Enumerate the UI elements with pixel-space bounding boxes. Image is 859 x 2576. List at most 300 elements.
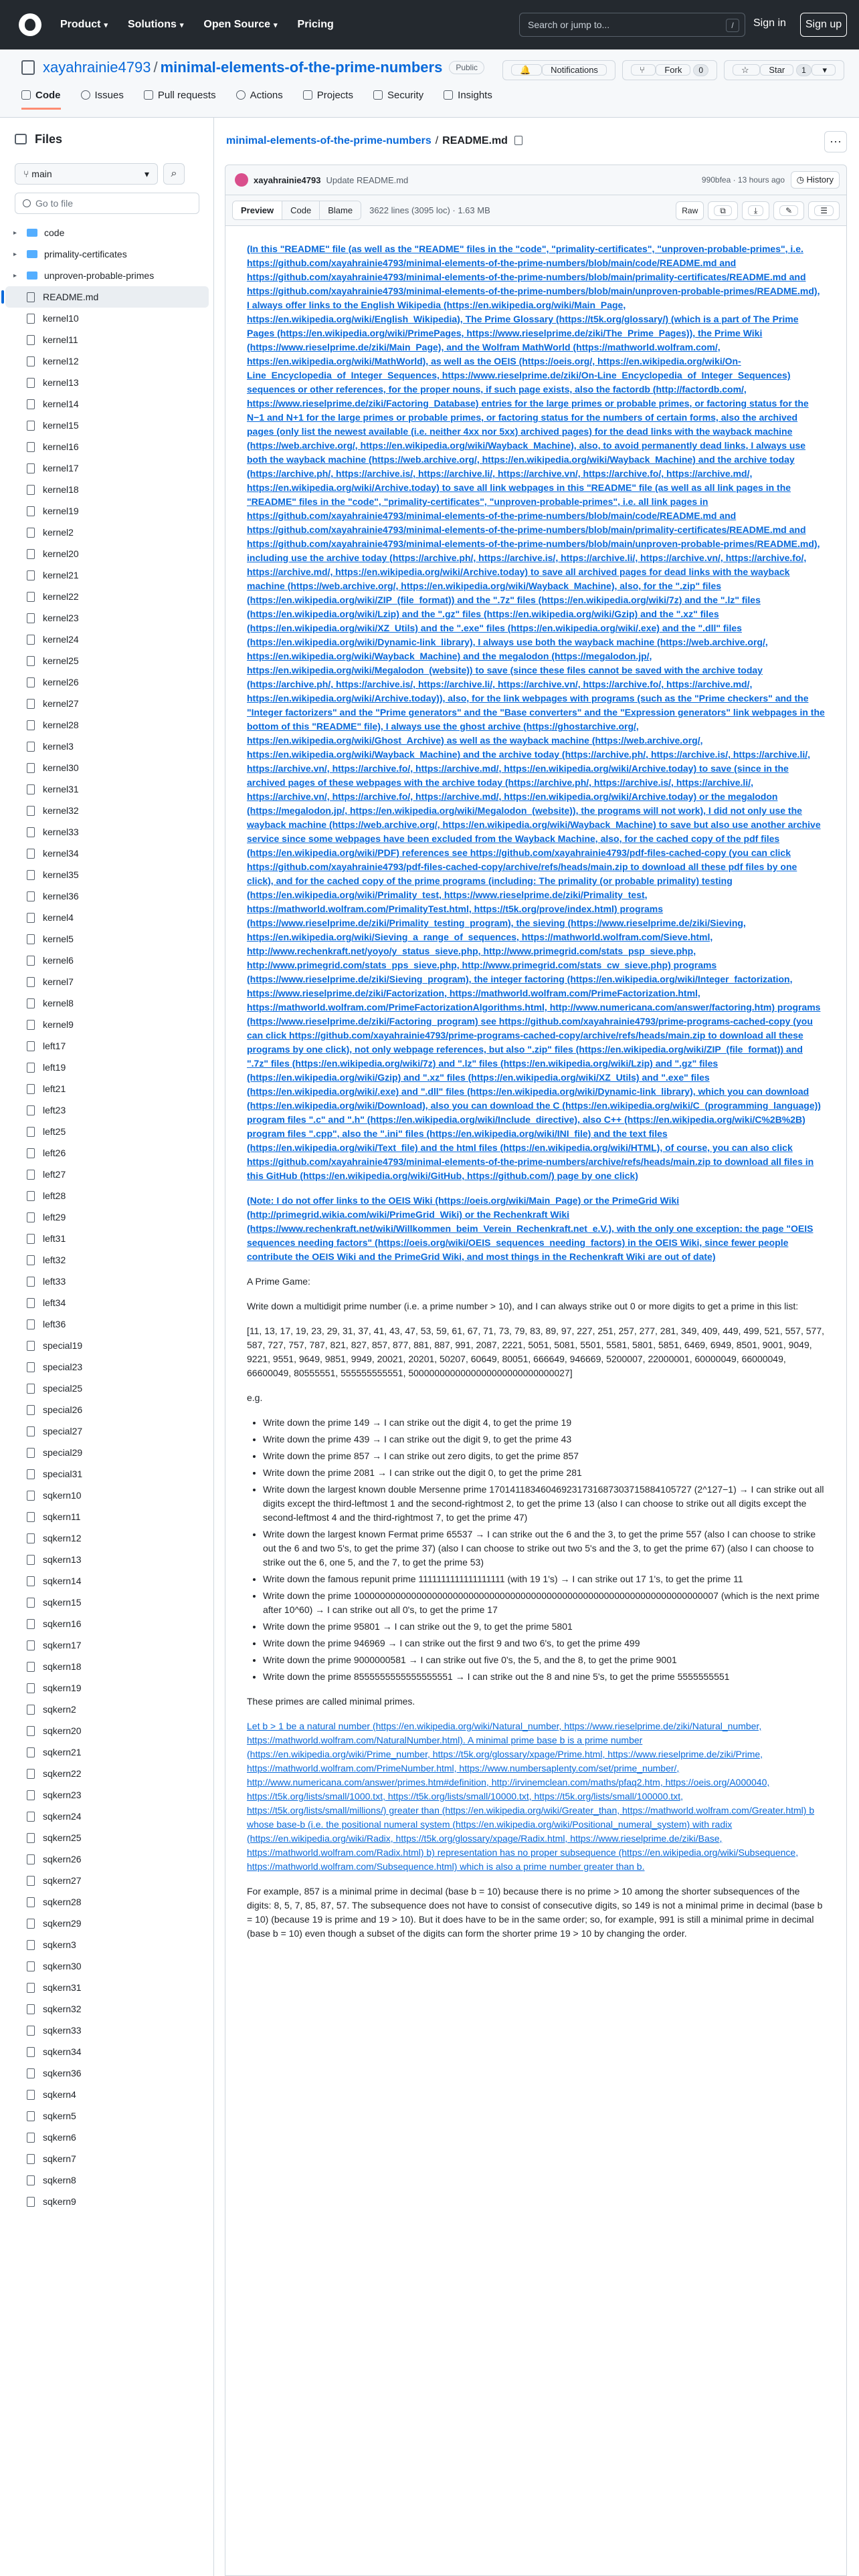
fork-icon: ⑂ (631, 64, 656, 76)
tree-file[interactable] (5, 2084, 209, 2105)
file-icon (27, 1170, 35, 1180)
copy-icon: ⧉ (714, 205, 732, 216)
sign-up-button[interactable]: Sign up (800, 13, 847, 37)
tree-file[interactable] (5, 1741, 209, 1763)
example-item: • Write down the famous repunit prime 1111111111111111111 (with 19 1's) → I can strike out 17 1's, to get the prime 11 (263, 1572, 825, 1586)
file-icon (27, 870, 35, 880)
tree-file[interactable] (5, 1506, 209, 1527)
chevron-down-icon: ▾ (812, 64, 836, 76)
breadcrumb (226, 135, 522, 147)
file-icon (27, 549, 35, 559)
readme-example-paragraph: For example, 857 is a minimal prime in decimal (base b = 10) because there is no prime > 10 among the shorter subsequences of the digits: 8, 5, 7, 85, 87, 57. The subsequence does not have to consist of consecutive digits, so 149 is not a minimal prime in decimal (base b = 10) (because 19 is prime and 19 > 10). But it does have to be in the same order; so, for example, 991 is still a minimal prime in decimal (base b = 10) even though a subset of the digits can form the shorter prime 19 > 10 by changing the order. (247, 1886, 823, 1939)
tree-file[interactable] (5, 1870, 209, 1891)
tree-file[interactable] (5, 1335, 209, 1356)
file-icon (27, 1790, 35, 1800)
file-icon (27, 742, 35, 752)
graph-icon (444, 90, 453, 100)
file-icon (27, 2090, 35, 2100)
tree-file-label: kernel8 (43, 998, 74, 1008)
tree-file-label: kernel14 (43, 399, 79, 409)
tree-file[interactable] (5, 1806, 209, 1827)
tree-file[interactable] (5, 693, 209, 714)
tree-file[interactable] (5, 1164, 209, 1185)
tree-file-label: kernel28 (43, 720, 79, 730)
commit-message[interactable]: Update README.md (326, 175, 409, 185)
file-icon (27, 1448, 35, 1458)
tree-file-label: kernel32 (43, 805, 79, 816)
tab-projects[interactable]: Projects (303, 90, 353, 110)
tree-file-label: kernel3 (43, 741, 74, 752)
tree-file[interactable] (5, 736, 209, 757)
tree-file[interactable] (5, 650, 209, 671)
tree-file-label: kernel30 (43, 762, 79, 773)
folder-icon (27, 229, 37, 237)
file-icon (27, 934, 35, 944)
fork-button[interactable]: ⑂ Fork 0 (622, 60, 717, 80)
tree-file[interactable] (5, 436, 209, 457)
tree-file[interactable] (5, 1206, 209, 1228)
tree-file[interactable] (5, 393, 209, 415)
file-icon (27, 1598, 35, 1608)
file-icon (27, 849, 35, 859)
tree-file[interactable] (5, 586, 209, 607)
tree-file[interactable] (5, 2148, 209, 2169)
chevron-right-icon: ▸ (13, 229, 17, 237)
file-icon (27, 1812, 35, 1822)
tree-file[interactable] (5, 1784, 209, 1806)
tree-file[interactable] (5, 1057, 209, 1078)
tree-file-label: sqkern29 (43, 1918, 82, 1929)
tree-file[interactable] (5, 1485, 209, 1506)
fork-count: 0 (693, 64, 708, 76)
tree-file[interactable] (5, 1078, 209, 1099)
tree-file[interactable] (5, 500, 209, 522)
tree-file[interactable] (5, 564, 209, 586)
tree-file[interactable] (5, 1463, 209, 1485)
file-icon (27, 656, 35, 666)
file-icon (27, 1512, 35, 1522)
file-icon (27, 2111, 35, 2121)
github-logo-icon[interactable] (19, 13, 41, 36)
file-icon (27, 977, 35, 987)
tree-file[interactable] (5, 1699, 209, 1720)
tree-file[interactable] (5, 1570, 209, 1592)
tree-file-label: sqkern31 (43, 1982, 82, 1993)
tree-file-label: special29 (43, 1447, 83, 1458)
tree-file-label: kernel31 (43, 784, 79, 794)
tree-file-label: special31 (43, 1469, 83, 1479)
tree-file[interactable] (5, 1420, 209, 1442)
tree-file-label: kernel23 (43, 613, 79, 623)
readme-note-paragraph[interactable]: (Note: I do not offer links to the OEIS Wiki (https://oeis.org/wiki/Main_Page) or the PrimeGrid Wiki (http://primegrid.wikia.com/wiki/PrimeGrid_Wiki) or the Rechenkraft Wiki (https://www.rechenkraft.net/wiki/Willkommen_beim_Verein_Rechenkraft.net_e.V.), with the only one exception: the page "OEIS sequences needing factors" (https://oeis.org/wiki/OEIS_sequences_needing_factors) in the OEIS Wiki, since fewer people contribute the OEIS Wiki and the PrimeGrid Wiki, and most things in the Rechenkraft Wiki are out of date) (247, 1195, 814, 1262)
tree-file[interactable] (5, 308, 209, 329)
repo-owner-link[interactable]: xayahrainie4793 (43, 59, 151, 76)
global-header (0, 0, 859, 49)
visibility-badge: Public (449, 61, 484, 74)
commit-meta[interactable]: 990bfea · 13 hours ago (701, 175, 785, 185)
file-icon (27, 1298, 35, 1308)
tree-file[interactable] (5, 1035, 209, 1057)
file-tree-sidebar (0, 118, 214, 2576)
file-icon (27, 421, 35, 431)
tree-file-label: sqkern30 (43, 1961, 82, 1971)
tree-file-label: kernel15 (43, 420, 79, 431)
tree-file[interactable] (5, 1677, 209, 1699)
tree-file[interactable] (5, 971, 209, 992)
tree-file[interactable] (5, 1442, 209, 1463)
tree-file[interactable] (5, 1827, 209, 1848)
tab-blame[interactable]: Blame (320, 201, 361, 219)
tree-file-label: sqkern25 (43, 1832, 82, 1843)
tree-file-label: sqkern6 (43, 2132, 76, 2143)
file-icon (27, 1063, 35, 1073)
tree-file[interactable] (5, 2041, 209, 2062)
tree-file-label: kernel17 (43, 463, 79, 473)
tree-file-label: sqkern21 (43, 1747, 82, 1757)
readme-paragraph: These primes are called minimal primes. (247, 1696, 415, 1707)
example-item: • Write down the largest known Fermat prime 65537 → I can strike out the 6 and the 3, to get the prime 557 (also I can choose to strike out the 6 and two 5's, to get the prime 37) (also I can choose to strike out two 5's and the 3, to get the prime 67) (also I can choose to strike out the 6, one 5, and the 7, to get the prime 53) (263, 1527, 825, 1570)
tree-file[interactable] (5, 2105, 209, 2127)
tree-file[interactable] (5, 1356, 209, 1378)
file-icon (27, 998, 35, 1008)
example-item: • Write down the largest known double Mersenne prime 170141183460469231731687303715884105727 (2^127−1) → I can strike out all digits except the third-leftmost 1 and the second-rightmost 2, to get the prime 13 (also I can choose to strike out all digits except the second-leftmost 4 and the third-rightmost 7, to get the prime 47) (263, 1483, 825, 1525)
tree-file[interactable] (5, 778, 209, 800)
repo-actions (502, 60, 844, 80)
tree-file[interactable] (5, 522, 209, 543)
file-icon (27, 356, 35, 366)
tree-file[interactable] (5, 821, 209, 843)
file-icon (27, 1619, 35, 1629)
list-icon: ☰ (814, 205, 834, 216)
tree-file[interactable] (5, 415, 209, 436)
file-icon (27, 1983, 35, 1993)
tree-file[interactable] (5, 329, 209, 350)
tree-file[interactable] (5, 1378, 209, 1399)
latest-commit-bar (225, 165, 847, 195)
tree-file-label: sqkern23 (43, 1790, 82, 1800)
tree-file-label: left23 (43, 1105, 66, 1115)
tree-file[interactable] (5, 885, 209, 907)
file-icon (27, 292, 35, 302)
tree-file[interactable] (5, 607, 209, 629)
code-icon (21, 90, 31, 100)
file-icon (27, 891, 35, 901)
tree-file[interactable] (5, 1634, 209, 1656)
tree-file[interactable] (5, 1313, 209, 1335)
file-icon (27, 1705, 35, 1715)
tree-file[interactable] (5, 1934, 209, 1955)
tree-file-label: kernel22 (43, 591, 79, 602)
repo-name-link[interactable]: minimal-elements-of-the-prime-numbers (160, 59, 443, 76)
sidebar-collapse-icon[interactable] (15, 134, 27, 144)
tree-file-label: sqkern32 (43, 2004, 82, 2014)
tree-dir[interactable] (5, 265, 209, 286)
file-icon (27, 1683, 35, 1693)
search-shortcut-key: / (726, 19, 739, 32)
file-icon (27, 1255, 35, 1265)
file-icon (27, 784, 35, 794)
tree-file[interactable] (5, 864, 209, 885)
file-icon (27, 506, 35, 516)
tree-file[interactable] (5, 714, 209, 736)
tree-file-label: left34 (43, 1297, 66, 1308)
tree-file[interactable] (5, 928, 209, 950)
tree-file[interactable] (5, 2169, 209, 2191)
file-icon (27, 1212, 35, 1222)
tree-file[interactable] (5, 2127, 209, 2148)
tree-file[interactable] (5, 800, 209, 821)
tree-file-label: kernel27 (43, 698, 79, 709)
tree-file-label: left19 (43, 1062, 66, 1073)
edit-button[interactable] (773, 201, 804, 220)
tree-file-label: sqkern5 (43, 2111, 76, 2121)
tree-file[interactable] (5, 757, 209, 778)
tree-file[interactable] (5, 1527, 209, 1549)
tree-file[interactable] (5, 1142, 209, 1164)
file-icon (27, 613, 35, 623)
example-item: • Write down the prime 149 → I can strike out the digit 4, to get the prime 19 (263, 1416, 825, 1430)
readme-paragraph: Write down a multidigit prime number (i.e. a prime number > 10), and I can always strike out 0 or more digits to get a prime in this list: (247, 1301, 799, 1311)
file-icon (27, 1747, 35, 1757)
tree-file[interactable] (5, 907, 209, 928)
file-icon (27, 378, 35, 388)
star-button[interactable]: ☆ Star 1 ▾ (724, 60, 844, 80)
nav-product[interactable]: Product ▾ (60, 19, 108, 30)
tree-file[interactable] (5, 1099, 209, 1121)
tree-file[interactable] (5, 1977, 209, 1998)
tree-file-label: README.md (43, 292, 99, 302)
tree-file-selected[interactable] (5, 286, 209, 308)
go-to-file-input[interactable]: Go to file (15, 193, 199, 214)
file-icon (27, 2175, 35, 2185)
nav-pricing[interactable]: Pricing (297, 19, 334, 30)
file-icon (27, 1127, 35, 1137)
tree-file-label: special27 (43, 1426, 83, 1436)
tree-dir-label: unproven-probable-primes (44, 270, 155, 281)
download-icon: ⤓ (748, 205, 763, 216)
file-icon (27, 1533, 35, 1543)
readme-content (225, 226, 847, 2576)
example-item: • Write down the prime 857 → I can strike out zero digits, to get the prime 857 (263, 1449, 825, 1463)
tree-file[interactable] (5, 629, 209, 650)
tree-file[interactable] (5, 1292, 209, 1313)
tab-code[interactable]: Code (21, 90, 61, 110)
tree-file[interactable] (5, 1763, 209, 1784)
file-icon (27, 1277, 35, 1287)
tree-file-label: left32 (43, 1255, 66, 1265)
tree-file-label: left17 (43, 1041, 66, 1051)
tab-security[interactable]: Security (373, 90, 423, 110)
notifications-button[interactable]: 🔔 Notifications (502, 60, 615, 80)
tree-file-label: sqkern16 (43, 1618, 82, 1629)
nav-solutions[interactable]: Solutions ▾ (127, 19, 184, 30)
tree-file-label: kernel12 (43, 356, 79, 366)
file-icon (27, 1940, 35, 1950)
tree-file[interactable] (5, 992, 209, 1014)
tree-file[interactable] (5, 2020, 209, 2041)
file-icon (27, 570, 35, 580)
file-icon (27, 1555, 35, 1565)
chevron-down-icon: ▾ (144, 169, 149, 179)
tree-file-label: sqkern28 (43, 1897, 82, 1907)
tab-pull-requests[interactable]: Pull requests (144, 90, 216, 110)
star-icon: ☆ (733, 64, 760, 76)
branch-selector[interactable]: ⑂ main ▾ (15, 163, 158, 185)
readme-definition-paragraph[interactable]: Let b > 1 be a natural number (https://en.wikipedia.org/wiki/Natural_number, https://www.rieselprime.de/ziki/Natural_number, https://mathworld.wolfram.com/NaturalNumber.html). A minimal prime base b is a prime number (https://en.wikipedia.org/wiki/Prime_number, https://t5k.org/glossary/xpage/Prime.html, https://www.rieselprime.de/ziki/Prime, https://mathworld.wolfram.com/PrimeNumber.html, https://www.numbersaplenty.com/set/prime_number/, http://www.numericana.com/answer/primes.htm#definition, http://irvinemclean.com/maths/pfaq2.htm, https://oeis.org/A000040, https://t5k.org/lists/small/1000.txt, https://t5k.org/lists/small/10000.txt, https://t5k.org/lists/small/100000.txt, https://t5k.org/lists/small/millions/) greater than (https://en.wikipedia.org/wiki/Greater_than, https://mathworld.wolfram.com/Greater.html) b whose base-b (i.e. the positional numeral system (https://en.wikipedia.org/wiki/Positional_numeral_system) with radix (https://en.wikipedia.org/wiki/Radix, https://t5k.org/glossary/xpage/Radix.html, https://www.rieselprime.de/ziki/Base, https://mathworld.wolfram.com/Radix.html) b) representation has no proper subsequence (https://en.wikipedia.org/wiki/Subsequence, https://mathworld.wolfram.com/Subsequence.html) which is also a prime number greater than b. (247, 1721, 815, 1872)
tree-file[interactable] (5, 671, 209, 693)
tree-file[interactable] (5, 1613, 209, 1634)
chevron-right-icon: ▸ (13, 272, 17, 280)
tree-file-label: sqkern13 (43, 1554, 82, 1565)
file-tools (676, 201, 840, 220)
tree-file-label: kernel20 (43, 548, 79, 559)
repo-title (21, 59, 484, 76)
tree-file[interactable] (5, 1121, 209, 1142)
tree-file-label: left31 (43, 1233, 66, 1244)
file-icon (27, 1105, 35, 1115)
tab-insights[interactable]: Insights (444, 90, 492, 110)
commit-author[interactable]: xayahrainie4793 (254, 175, 321, 185)
actions-icon (236, 90, 246, 100)
copy-raw-button[interactable] (708, 201, 738, 220)
breadcrumb-repo-link[interactable]: minimal-elements-of-the-prime-numbers (226, 135, 432, 146)
tree-file-label: kernel25 (43, 655, 79, 666)
tree-file[interactable] (5, 1592, 209, 1613)
tree-file-label: left26 (43, 1148, 66, 1158)
tree-file[interactable] (5, 1228, 209, 1249)
tab-issues[interactable]: Issues (81, 90, 124, 110)
file-tree (5, 222, 209, 2212)
history-button[interactable]: ◷ History (791, 171, 840, 189)
tree-file[interactable] (5, 1656, 209, 1677)
download-button[interactable] (742, 201, 769, 220)
tab-preview[interactable]: Preview (233, 201, 282, 219)
more-options-button[interactable]: ··· (824, 131, 847, 152)
file-icon (27, 1854, 35, 1864)
tree-file[interactable] (5, 950, 209, 971)
tree-file-label: sqkern20 (43, 1725, 82, 1736)
tree-file-label: kernel34 (43, 848, 79, 859)
tree-file[interactable] (5, 1848, 209, 1870)
readme-intro-paragraph[interactable]: (In this "README" file (as well as the "README" files in the "code", "primality-certificates", "unproven-probable-primes", i.e. https://github.com/xayahrainie4793/minimal-elements-of-the-prime-numbers/blob/main/code/README.md and https://github.com/xayahrainie4793/minimal-elements-of-the-prime-numbers/blob/main/primality-certificates/README.md and https://github.com/xayahrainie4793/minimal-elements-of-the-prime-numbers/blob/main/unproven-probable-primes/README.md), I always offer links to the English Wikipedia (https://en.wikipedia.org/wiki/Main_Page, https://en.wikipedia.org/wiki/English_Wikipedia), The Prime Glossary (https://t5k.org/glossary/) (which is a part of The Prime Pages (https://en.wikipedia.org/wiki/PrimePages, https://www.rieselprime.de/ziki/The_Prime_Pages)), the Prime Wiki (https://www.rieselprime.de/ziki/Main_Page), and the Wolfram MathWorld (https://mathworld.wolfram.com/, https://en.wikipedia.org/wiki/MathWorld), as well as the OEIS (https://oeis.org/, https://en.wikipedia.org/wiki/On-Line_Encyclopedia_of_Integer_Sequences, https://www.rieselprime.de/ziki/On-Line_Encyclopedia_of_Integer_Sequences) sequences or other references, for the proper nouns, if such page exists, also the factordb (http://factordb.com/, https://www.rieselprime.de/ziki/Factoring_Database) entries for the large primes or probable primes, or factoring status for the N−1 and N+1 for the large primes or probable primes, or factoring status for the numbers of certain forms, also the archived pages (only list the newest available (i.e. neither 4xx nor 5xx) archived pages) for the dead links with the wayback machine (https://web.archive.org/, https://en.wikipedia.org/wiki/Wayback_Machine), also, to avoid permanently dead links, I always use both the wayback machine (https://web.archive.org/, https://en.wikipedia.org/wiki/Wayback_Machine) and the archive today (https://archive.ph/, https://archive.is/, https://archive.li/, https://archive.vn/, https://archive.fo/, https://archive.md/, https://en.wikipedia.org/wiki/Archive.today) to save all link webpages in this "README" file (as well as all link pages in the "README" files in the "code", "primality-certificates", "unproven-probable-primes", i.e. all link pages in https://github.com/xayahrainie4793/minimal-elements-of-the-prime-numbers/blob/main/code/README.md and https://github.com/xayahrainie4793/minimal-elements-of-the-prime-numbers/blob/main/primality-certificates/README.md and https://github.com/xayahrainie4793/minimal-elements-of-the-prime-numbers/blob/main/unproven-probable-primes/README.md), including use the archive today (https://archive.ph/, https://archive.is/, https://archive.li/, https://archive.vn/, https://archive.fo/, https://archive.md/, https://en.wikipedia.org/wiki/Archive.today) to save all archived pages for dead links with the wayback machine (https://web.archive.org/, https://en.wikipedia.org/wiki/Wayback_Machine), also, for the ".zip" files (https://en.wikipedia.org/wiki/ZIP_(file_format)) and the ".7z" files (https://en.wikipedia.org/wiki/7z) and the ".lz" files (https://en.wikipedia.org/wiki/Lzip) and the ".gz" files (https://en.wikipedia.org/wiki/Gzip) and the ".xz" files (https://en.wikipedia.org/wiki/XZ_Utils) and the ".exe" files (https://en.wikipedia.org/wiki/.exe) and the ".dll" files (https://en.wikipedia.org/wiki/Dynamic-link_library), I always use both the wayback machine (https://web.archive.org/, https://en.wikipedia.org/wiki/Wayback_Machine) and the megalodon (https://megalodon.jp/, https://en.wikipedia.org/wiki/Megalodon_(website)) to save (since these files cannot be saved with the archive today (https://archive.ph/, https://archive.is/, https://archive.li/, https://archive.vn/, https://archive.fo/, https://archive.md/, https://en.wikipedia.org/wiki/Archive.today)), also, for the link webpages with programs (such as the "Prime checkers" and the "Integer factorizers" and the "Prime generators" and the "Base converters" and the "Expression generators" link webpages in the bottom of this "README" file), I always use the ghost archive (https://ghostarchive.org/, https://en.wikipedia.org/wiki/Ghost_Archive) as well as the wayback machine (https://web.archive.org/, https://en.wikipedia.org/wiki/Wayback_Machine) and the archive today (https://archive.ph/, https://archive.is/, https://archive.li/, https://archive.vn/, https://archive.fo/, https://archive.md/, https://en.wikipedia.org/wiki/Archive.today) to save (since in the archived pages of these webpages with the archive today (https://archive.ph/, https://archive.is/, https://archive.li/, https://archive.vn/, https://archive.fo/, https://archive.md/, https://en.wikipedia.org/wiki/Archive.today) or the megalodon (https://megalodon.jp/, https://en.wikipedia.org/wiki/Megalodon_(website)), the programs will not work), I did not only use the wayback machine (https://web.archive.org/, https://en.wikipedia.org/wiki/Wayback_Machine) to save but also use another archive service since some webpages have been excluded from the Wayback Machine, also, for the cached copy of the pdf files (https://en.wikipedia.org/wiki/PDF) references see https://github.com/xayahrainie4793/pdf-files-cached-copy (you can click https://github.com/xayahrainie4793/pdf-files-cached-copy/archive/refs/heads/main.zip to download all these pdf files by one click), and for the cached copy of the prime programs (including: The primality (or probable primality) testing (https://en.wikipedia.org/wiki/Primality_test, https://www.rieselprime.de/ziki/Primality_test, https://mathworld.wolfram.com/PrimalityTest.html, https://t5k.org/prove/index.html) programs (https://www.rieselprime.de/ziki/Primality_testing_program), the sieving (https://www.rieselprime.de/ziki/Sieving, https://en.wikipedia.org/wiki/Sieving_a_range_of_sequences, https://mathworld.wolfram.com/Sieve.html, http://www.rechenkraft.net/yoyo/y_status_sieve.php, http://www.primegrid.com/stats_psp_sieve.php, http://www.primegrid.com/stats_pps_sieve.php, http://www.primegrid.com/stats_cw_sieve.php) programs (https://www.rieselprime.de/ziki/Sieving_program), the integer factoring (https://en.wikipedia.org/wiki/Integer_factorization, https://www.rieselprime.de/ziki/Factorization, https://mathworld.wolfram.com/PrimeFactorization.html, https://mathworld.wolfram.com/PrimeFactorizationAlgorithms.html, http://www.numericana.com/answer/factoring.htm) programs (https://www.rieselprime.de/ziki/Factoring_program) see https://github.com/xayahrainie4793/prime-programs-cached-copy (you can click https://github.com/xayahrainie4793/prime-programs-cached-copy/archive/refs/heads/main.zip to download all these programs by one click), not only webpage references, but also ".zip" files (https://en.wikipedia.org/wiki/ZIP_(file_format)) and ".7z" files (https://en.wikipedia.org/wiki/7z) and ".lz" files (https://en.wikipedia.org/wiki/Lzip) and ".gz" files (https://en.wikipedia.org/wiki/Gzip) and ".xz" files (https://en.wikipedia.org/wiki/XZ_Utils) and ".exe" files (https://en.wikipedia.org/wiki/.exe) and ".dll" files (https://en.wikipedia.org/wiki/Dynamic-link_library), which you can download (https://en.wikipedia.org/wiki/Download), also you can download the C (https://en.wikipedia.org/wiki/C_(programming_language)) program files ".c" and ".h" (https://en.wikipedia.org/wiki/Include_directive), also C++ (https://en.wikipedia.org/wiki/C%2B%2B) program files ".cpp", also the ".ini" files (https://en.wikipedia.org/wiki/INI_file) and the text files (https://en.wikipedia.org/wiki/Text_file) and the html files (https://en.wikipedia.org/wiki/HTML), of course, you can also click https://github.com/xayahrainie4793/minimal-elements-of-the-prime-numbers/archive/refs/heads/main.zip to download all files in this GitHub (https://en.wikipedia.org/wiki/GitHub, https://github.com/) page by one click) (247, 243, 825, 1181)
file-icon (27, 1469, 35, 1479)
file-icon (27, 1919, 35, 1929)
tree-file[interactable] (5, 1998, 209, 2020)
tab-actions[interactable]: Actions (236, 90, 283, 110)
tree-file-label: kernel6 (43, 955, 74, 966)
file-icon (27, 1769, 35, 1779)
file-icon (27, 1191, 35, 1201)
search-input[interactable] (519, 13, 745, 37)
file-icon (27, 699, 35, 709)
example-item: • Write down the prime 2081 → I can strike out the digit 0, to get the prime 281 (263, 1466, 825, 1480)
search-files-button[interactable] (163, 163, 185, 185)
pencil-icon: ✎ (779, 205, 798, 216)
tree-file-label: kernel9 (43, 1019, 74, 1030)
file-icon (27, 1148, 35, 1158)
file-icon (27, 1662, 35, 1672)
tree-file[interactable] (5, 1014, 209, 1035)
view-switcher (232, 201, 361, 220)
repo-header (0, 49, 859, 118)
example-item: • Write down the prime 9000000581 → I can strike out five 0's, the 5, and the 8, to get the prime 9001 (263, 1653, 825, 1667)
tree-dir[interactable] (5, 222, 209, 243)
tab-code-view[interactable]: Code (282, 201, 320, 219)
tree-file-label: kernel5 (43, 934, 74, 944)
file-icon (27, 956, 35, 966)
tree-file-label: sqkern27 (43, 1875, 82, 1886)
chevron-right-icon: ▸ (13, 250, 17, 258)
file-info: 3622 lines (3095 loc) · 1.63 MB (369, 205, 490, 215)
tree-file[interactable] (5, 350, 209, 372)
tree-file[interactable] (5, 1185, 209, 1206)
file-icon (27, 2004, 35, 2014)
search-icon: ⌕ (171, 168, 177, 179)
file-icon (27, 592, 35, 602)
copy-path-icon[interactable] (514, 136, 522, 145)
tree-file-label: sqkern22 (43, 1768, 82, 1779)
outline-button[interactable] (808, 201, 840, 220)
breadcrumb-file: README.md (442, 135, 508, 146)
tree-file[interactable] (5, 1249, 209, 1271)
tree-dir[interactable] (5, 243, 209, 265)
tree-file[interactable] (5, 543, 209, 564)
tree-file-label: sqkern8 (43, 2175, 76, 2185)
file-icon (27, 913, 35, 923)
tree-file-label: sqkern26 (43, 1854, 82, 1864)
tree-file-label: kernel19 (43, 506, 79, 516)
breadcrumb-separator: / (435, 135, 439, 146)
tree-file[interactable] (5, 1720, 209, 1741)
tree-file[interactable] (5, 2191, 209, 2212)
file-icon (27, 314, 35, 324)
tree-file[interactable] (5, 1955, 209, 1977)
tree-file[interactable] (5, 1399, 209, 1420)
repo-icon (21, 60, 35, 75)
file-icon (27, 1576, 35, 1586)
tree-file-label: kernel4 (43, 912, 74, 923)
example-item: • Write down the prime 95801 → I can strike out the 9, to get the prime 5801 (263, 1620, 825, 1634)
file-icon (27, 1491, 35, 1501)
history-icon: ◷ (796, 175, 807, 185)
file-icon (27, 1384, 35, 1394)
tree-file[interactable] (5, 1549, 209, 1570)
tree-file[interactable] (5, 1891, 209, 1913)
tree-file[interactable] (5, 479, 209, 500)
tree-file-label: sqkern24 (43, 1811, 82, 1822)
projects-icon (303, 90, 312, 100)
raw-button[interactable]: Raw (676, 201, 704, 220)
tree-file[interactable] (5, 2062, 209, 2084)
file-icon (27, 528, 35, 538)
repo-tabs (21, 90, 492, 110)
tree-file-label: kernel11 (43, 334, 78, 345)
tree-file-label: kernel7 (43, 976, 74, 987)
file-icon (27, 2197, 35, 2207)
tree-file[interactable] (5, 372, 209, 393)
sign-in-link[interactable]: Sign in (753, 17, 786, 29)
nav-open-source[interactable]: Open Source ▾ (203, 19, 278, 30)
file-icon (27, 335, 35, 345)
avatar[interactable] (235, 173, 248, 187)
tree-file[interactable] (5, 1913, 209, 1934)
tree-file-label: left36 (43, 1319, 66, 1329)
tree-file[interactable] (5, 457, 209, 479)
tree-file[interactable] (5, 1271, 209, 1292)
file-icon (27, 1405, 35, 1415)
tree-file[interactable] (5, 843, 209, 864)
tree-file-label: sqkern4 (43, 2089, 76, 2100)
